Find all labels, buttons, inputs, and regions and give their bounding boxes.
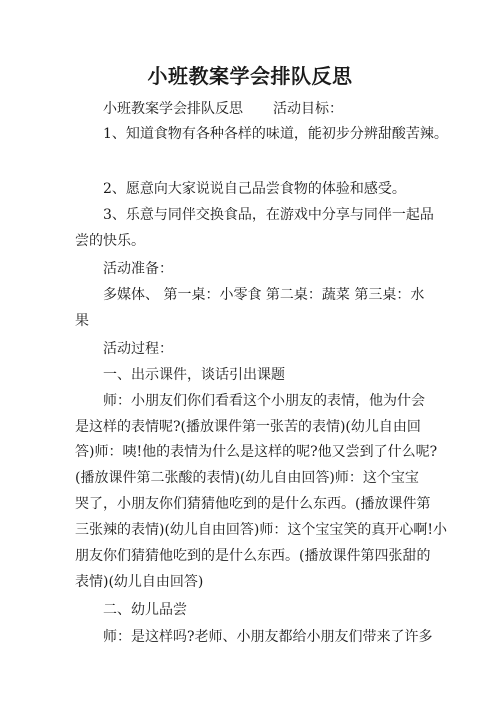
section-heading: 活动准备： [103,261,173,277]
section-heading: 二、幼儿品尝 [103,602,187,618]
paragraph-line: 是这样的表情呢?(播放课件第一张苦的表情)(幼儿自由回 [75,419,421,435]
paragraph-line: 尝的快乐。 [75,233,145,249]
paragraph-line: 2、愿意向大家说说自己品尝食物的体验和感受。 [103,181,406,197]
paragraph-line: 哭了，小朋友你们猜猜他吃到的是什么东西。(播放课件第 [75,496,431,512]
paragraph-line: 师：小朋友们你们看看这个小朋友的表情，他为什会 [103,393,425,409]
paragraph-line: 多媒体、 第一桌：小零食 第二桌：蔬菜 第三桌：水 [103,287,425,303]
paragraph-line: 果 [75,313,89,329]
paragraph-line: 三张辣的表情)(幼儿自由回答)师：这个宝宝笑的真开心啊!小 [75,522,448,538]
paragraph-line: (播放课件第二张酸的表情)(幼儿自由回答)师：这个宝宝 [75,470,419,486]
subtitle-text: 小班教案学会排队反思 [103,101,243,117]
paragraph-line: 师：是这样吗?老师、小朋友都给小朋友们带来了许多 [103,629,433,645]
paragraph-line: 朋友你们猜猜他吃到的是什么东西。(播放课件第四张甜的 [75,548,431,564]
section-heading: 活动过程： [103,341,173,357]
paragraph-line: 表情)(幼儿自由回答) [75,574,204,590]
section-heading: 一、出示课件，谈话引出课题 [103,367,285,383]
paragraph-line: 1、知道食物有各种各样的味道，能初步分辨甜酸苦辣。 [103,126,448,142]
paragraph-line [103,100,343,118]
objectives-label: 活动目标： [273,101,343,117]
document-title: 小班教案学会排队反思 [147,64,353,88]
paragraph-line: 3、乐意与同伴交换食品，在游戏中分享与同伴一起品 [103,207,434,223]
paragraph-line: 答)师：咦!他的表情为什么是这样的呢?他又尝到了什么呢? [75,444,438,460]
